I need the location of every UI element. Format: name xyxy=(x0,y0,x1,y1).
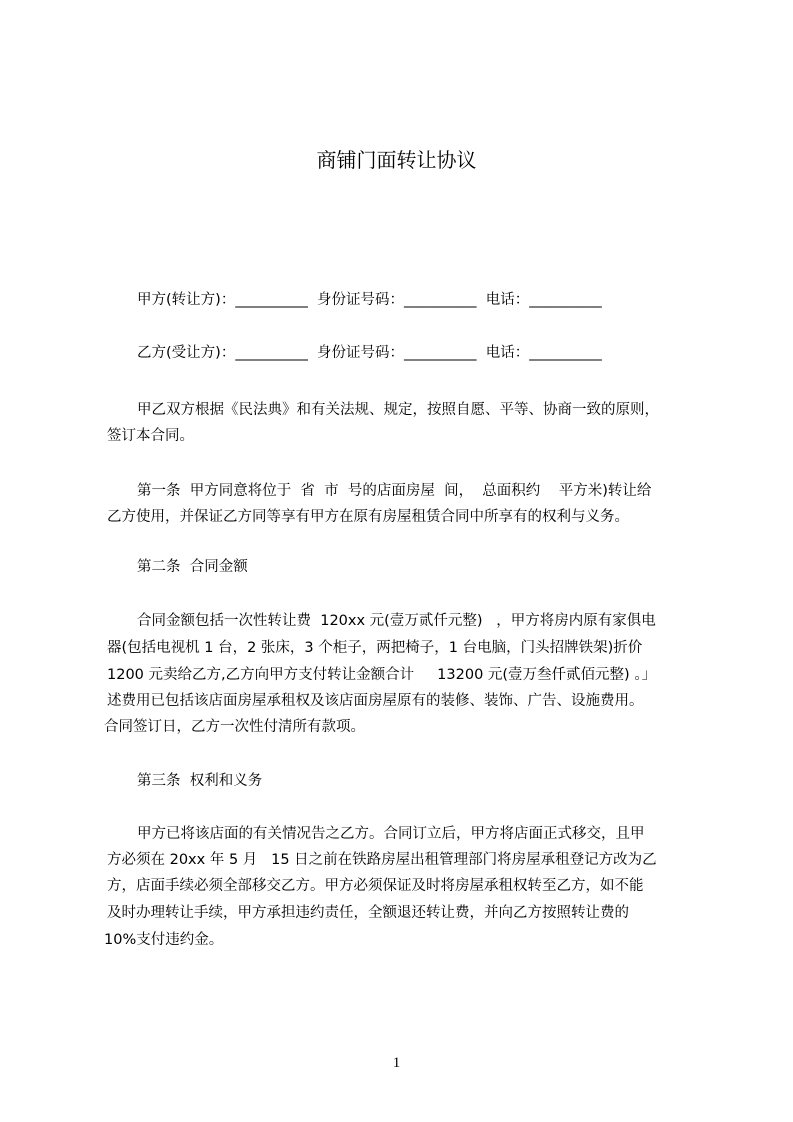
article3-line: 甲方已将该店面的有关情况告之乙方。合同订立后，甲方将店面正式移交，且甲 xyxy=(137,826,645,842)
page-number: 1 xyxy=(392,1055,401,1071)
document-title: 商铺门面转让协议 xyxy=(316,148,477,172)
article2-line: 1200 元卖给乙方,乙方向甲方支付转让金额合计 13200 元(壹万叁仟贰佰元整) 。」 xyxy=(107,667,657,683)
article2-line: 器(包括电视机 1 台，2 张床，3 个柜子，两把椅子，1 台电脑，门头招牌铁架)折价 xyxy=(107,640,643,656)
article2-line: 述费用已包括该店面房屋承租权及该店面房屋原有的装修、装饰、广告、设施费用。 xyxy=(107,693,644,709)
article3-heading: 第三条 权利和义务 xyxy=(137,773,263,789)
article2-heading: 第二条 合同金额 xyxy=(137,559,248,575)
article3-line: 方必须在 20xx 年 5 月 15 日之前在铁路房屋出租管理部门将房屋承租登记方改为乙 xyxy=(107,852,657,868)
article1-line: 第一条 甲方同意将位于 省 市 号的店面房屋 间， 总面积约 平方米)转让给 xyxy=(137,483,652,499)
preamble-line: 签订本合同。 xyxy=(107,428,194,444)
article3-line: 10%支付违约金。 xyxy=(104,932,224,948)
party-b-line: 乙方(受让方)：__________ 身份证号码：__________ 电话：__________ xyxy=(137,345,602,361)
article2-line: 合同签订日，乙方一次性付清所有款项。 xyxy=(104,719,365,735)
preamble-line: 甲乙双方根据《民法典》和有关法规、规定，按照自愿、平等、协商一致的原则， xyxy=(137,402,659,418)
article1-line: 乙方使用，并保证乙方同等享有甲方在原有房屋租赁合同中所享有的权利与义务。 xyxy=(107,509,629,525)
party-a-line: 甲方(转让方)：__________ 身份证号码：__________ 电话：__________ xyxy=(137,292,602,308)
article3-line: 方，店面手续必须全部移交乙方。甲方必须保证及时将房屋承租权转至乙方，如不能 xyxy=(107,878,644,894)
article3-line: 及时办理转让手续，甲方承担违约责任，全额退还转让费，并向乙方按照转让费的 xyxy=(107,905,629,921)
article2-line: 合同金额包括一次性转让费 120xx 元(壹万贰仟元整) ，甲方将房内原有家俱电 xyxy=(137,613,656,629)
